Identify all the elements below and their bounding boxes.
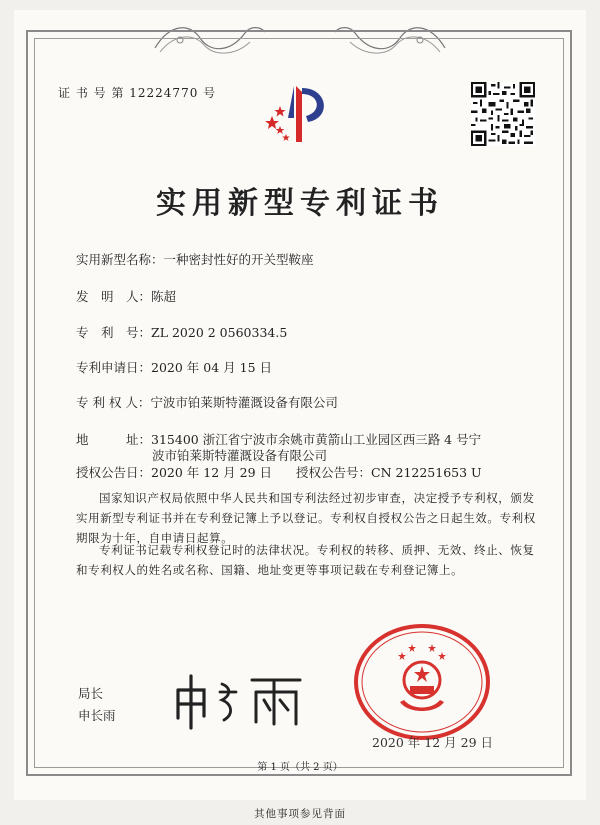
- inventor-name: 陈超: [151, 289, 177, 304]
- field-label: 授权公告日：: [76, 465, 152, 480]
- certificate-title: 实用新型专利证书: [156, 186, 444, 221]
- patent-number: ZL 2020 2 0560334.5: [151, 325, 288, 340]
- field-label: 实用新型名称：: [76, 252, 164, 267]
- footer-note: 其他事项参见背面: [254, 808, 346, 820]
- grant-number: CN 212251653 U: [371, 465, 482, 480]
- filing-date: 2020 年 04 月 15 日: [151, 360, 273, 375]
- inventor-row: [76, 287, 176, 305]
- seal-date: 2020 年 12 月 29 日: [372, 735, 493, 750]
- field-label: 专 利 权 人：: [76, 395, 151, 410]
- patent-number-row: [76, 323, 287, 341]
- field-label: 发 明 人：: [76, 289, 152, 304]
- cnipa-logo-icon: [258, 78, 338, 150]
- legal-paragraph-2: 专利证书记载专利权登记时的法律状况。专利权的转移、质押、无效、终止、恢复和专利权人的姓名或名称、国籍、地址变更等事项记载在专利登记簿上。: [76, 543, 535, 577]
- director-signature: [170, 670, 310, 730]
- patentee-row: [76, 393, 338, 411]
- filing-date-row: [76, 358, 272, 376]
- grant-date: 2020 年 12 月 29 日: [151, 465, 273, 480]
- field-label: 专利申请日：: [76, 360, 152, 375]
- page-number: 第 1 页（共 2 页）: [257, 762, 343, 773]
- address-line-1: 315400 浙江省宁波市余姚市黄箭山工业园区西三路 4 号宁: [151, 432, 482, 447]
- address-line-2: 波市铂莱斯特灌溉设备有限公司: [152, 448, 328, 463]
- certificate-number: 证 书 号 第 12224770 号: [58, 86, 217, 100]
- grant-number-row: [296, 463, 482, 481]
- director-name: 申长雨: [78, 708, 116, 723]
- qr-code: [471, 82, 535, 146]
- field-label: 地 址：: [76, 432, 152, 447]
- grant-date-row: [76, 463, 272, 481]
- utility-model-name-row: [76, 250, 314, 268]
- director-title: 局长: [78, 686, 104, 701]
- patentee-name: 宁波市铂莱斯特灌溉设备有限公司: [150, 395, 338, 410]
- legal-paragraph-1: 国家知识产权局依照中华人民共和国专利法经过初步审查，决定授予专利权，颁发实用新型专利证书并在专利登记簿上予以登记。专利权自授权公告之日起生效。专利权期限为十年，自申请日起算。: [76, 491, 536, 545]
- official-seal: [352, 622, 492, 742]
- field-label: 专 利 号：: [76, 325, 152, 340]
- utility-model-name: 一种密封性好的开关型鞍座: [163, 252, 314, 267]
- field-label: 授权公告号：: [296, 465, 372, 480]
